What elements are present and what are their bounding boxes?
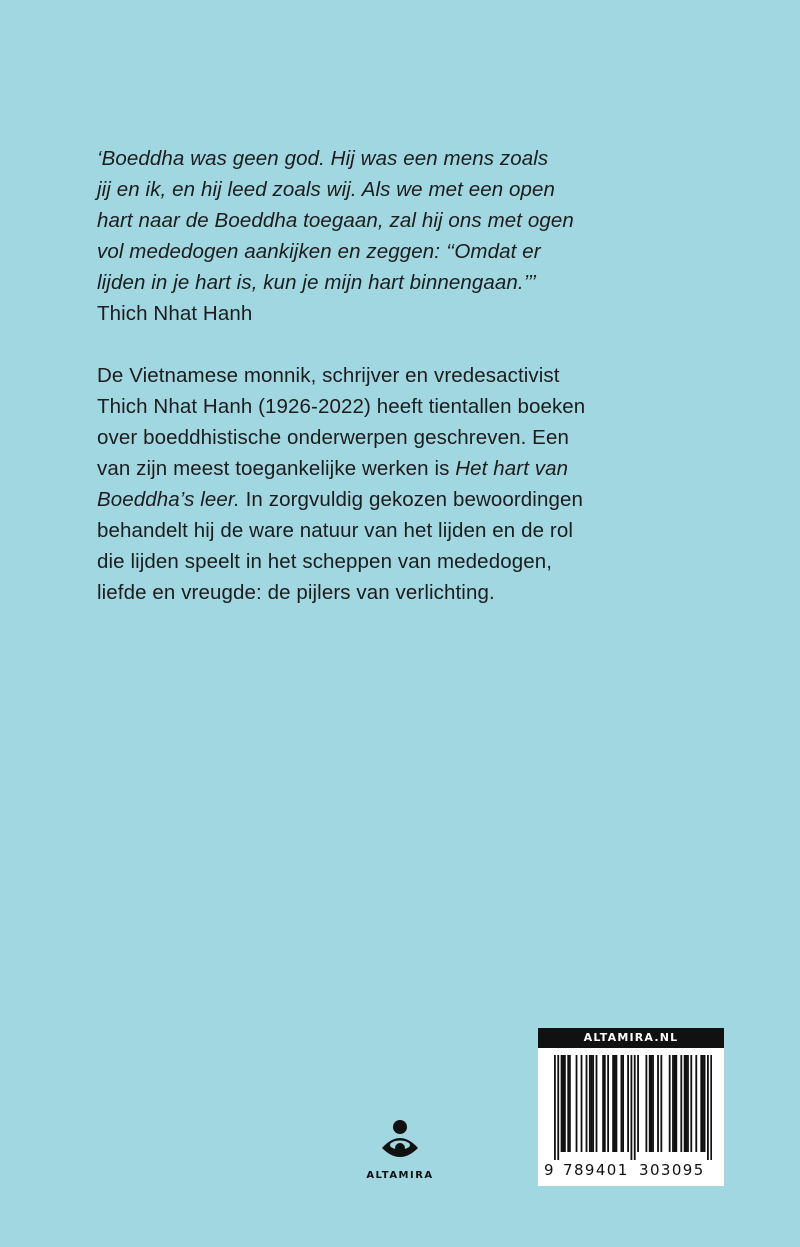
barcode-bar: [657, 1055, 659, 1152]
barcode-bar: [650, 1055, 652, 1152]
barcode-bar: [557, 1055, 559, 1160]
barcode-bar: [680, 1055, 682, 1152]
book-title-part: Het hart van: [455, 457, 569, 480]
barcode-bar: [634, 1055, 636, 1160]
barcode-bar: [586, 1055, 588, 1152]
barcode-bar: [700, 1055, 702, 1152]
isbn-barcode: [538, 1028, 724, 1186]
blurb-line: [97, 484, 737, 515]
barcode-bar: [669, 1055, 671, 1152]
blurb-text: In zorgvuldig gekozen bewoordingen: [239, 488, 583, 511]
barcode-bar: [660, 1055, 662, 1152]
altamira-eye-logo-icon: [380, 1118, 420, 1164]
barcode-bar: [702, 1055, 704, 1152]
barcode-bar: [637, 1055, 639, 1152]
blurb-line: liefde en vreugde: de pijlers van verlichting.: [97, 581, 495, 604]
barcode-bar: [649, 1055, 651, 1152]
barcode-digits-right: 303095: [639, 1161, 705, 1179]
quote-line: vol mededogen aankijken en zeggen: ‘‘Omdat er: [97, 240, 541, 263]
barcode-bar: [631, 1055, 633, 1160]
quote-line: jij en ik, en hij leed zoals wij. Als we met een open: [97, 178, 556, 201]
barcode-bar: [591, 1055, 593, 1152]
blurb-line: behandelt hij de ware natuur van het lijden en de rol: [97, 519, 573, 542]
blurb-block: [97, 360, 737, 608]
barcode-bar: [614, 1055, 616, 1152]
barcode-bar: [561, 1055, 563, 1152]
barcode-bars: [554, 1055, 712, 1160]
barcode-bar: [645, 1055, 647, 1152]
barcode-bar: [675, 1055, 677, 1152]
barcode-bar: [576, 1055, 578, 1152]
barcode-bar: [690, 1055, 692, 1152]
barcode-bar: [562, 1055, 564, 1152]
quote-line: lijden in je hart is, kun je mijn hart binnengaan.’’’: [97, 271, 537, 294]
barcode-bar: [602, 1055, 604, 1152]
barcode-bar: [622, 1055, 624, 1152]
barcode-bar: [567, 1055, 569, 1152]
barcode-bar: [616, 1055, 618, 1152]
barcode-bar: [652, 1055, 654, 1152]
barcode-bar: [627, 1055, 629, 1152]
barcode-bar: [707, 1055, 709, 1160]
blurb-line: over boeddhistische onderwerpen geschreven. Een: [97, 426, 569, 449]
quote-block: [97, 143, 737, 329]
blurb-line: Thich Nhat Hanh (1926-2022) heeft tientallen boeken: [97, 395, 586, 418]
barcode-digit-first: 9: [544, 1161, 554, 1179]
blurb-line: die lijden speelt in het scheppen van mededogen,: [97, 550, 552, 573]
barcode-bar: [554, 1055, 556, 1160]
publisher-name: ALTAMIRA: [366, 1170, 434, 1181]
blurb-line: [97, 453, 737, 484]
barcode-header: ALTAMIRA.NL: [538, 1028, 724, 1048]
barcode-bar: [612, 1055, 614, 1152]
quote-line: ‘Boeddha was geen god. Hij was een mens zoals: [97, 147, 549, 170]
barcode-bar: [607, 1055, 609, 1152]
barcode-bar: [564, 1055, 566, 1152]
quote-attribution: Thich Nhat Hanh: [97, 302, 253, 325]
book-title-part: Boeddha’s leer.: [97, 488, 240, 511]
barcode-digits-left: 789401: [563, 1161, 629, 1179]
barcode-bar: [604, 1055, 606, 1152]
barcode-bar: [672, 1055, 674, 1152]
barcode-bar: [704, 1055, 706, 1152]
barcode-bar: [674, 1055, 676, 1152]
barcode-bar: [589, 1055, 591, 1152]
barcode-bar: [684, 1055, 686, 1152]
barcode-bar: [685, 1055, 687, 1152]
barcode-bar: [710, 1055, 712, 1160]
barcode-bar: [621, 1055, 623, 1152]
barcode-bar: [592, 1055, 594, 1152]
barcode-bar: [687, 1055, 689, 1152]
barcode-bar: [569, 1055, 571, 1152]
publisher-logo: [366, 1118, 434, 1190]
blurb-text: van zijn meest toegankelijke werken is: [97, 457, 456, 480]
barcode-bar: [596, 1055, 598, 1152]
quote-line: hart naar de Boeddha toegaan, zal hij ons met ogen: [97, 209, 574, 232]
barcode-bar: [695, 1055, 697, 1152]
barcode-bar: [581, 1055, 583, 1152]
blurb-line: De Vietnamese monnik, schrijver en vredesactivist: [97, 364, 560, 387]
